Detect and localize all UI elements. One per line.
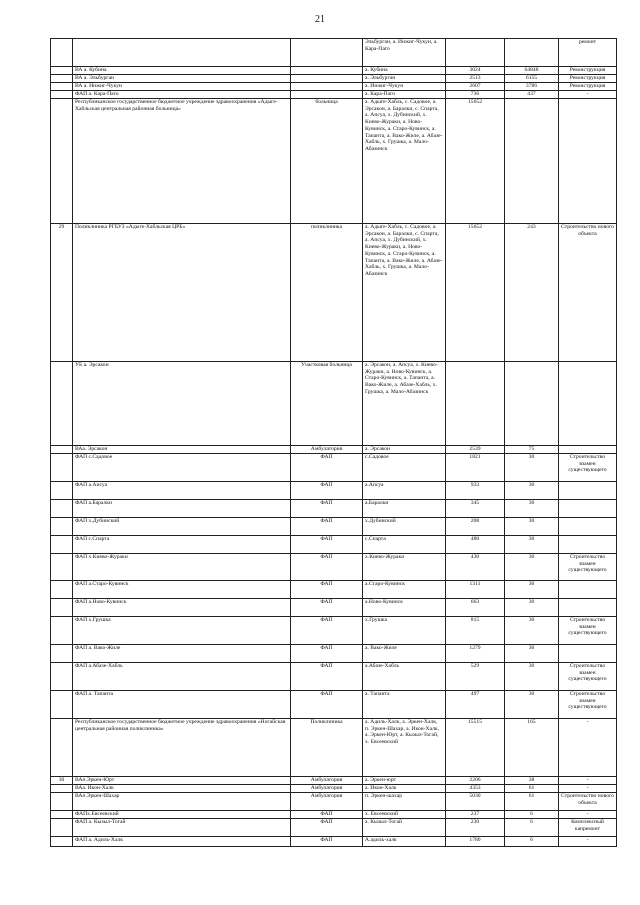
- facility-type-cell: Амбулатория: [291, 446, 363, 454]
- row-number-cell: [51, 837, 73, 847]
- capacity-cell: 30: [505, 645, 559, 663]
- served-population-cell: 15652: [446, 224, 505, 362]
- table-row: [51, 617, 617, 645]
- served-territory-cell: х.Грушка: [363, 617, 446, 645]
- facility-name-cell: ВАп.Эркен-Шахар: [73, 793, 291, 811]
- row-number-cell: [51, 691, 73, 719]
- planned-work-cell: [559, 536, 617, 554]
- facility-name-cell: УБ а. Эрсакон: [73, 362, 291, 446]
- table-row: [51, 91, 617, 99]
- row-number-cell: 30: [51, 777, 73, 785]
- served-territory-cell: а. Эрсакон: [363, 446, 446, 454]
- table-row: [51, 785, 617, 793]
- facility-type-cell: ФАП: [291, 811, 363, 819]
- served-population-cell: [446, 39, 505, 67]
- capacity-cell: 30: [505, 617, 559, 645]
- capacity-cell: [505, 99, 559, 224]
- row-number-cell: [51, 99, 73, 224]
- served-territory-cell: а.Баралки: [363, 500, 446, 518]
- table-row: [51, 482, 617, 500]
- row-number-cell: [51, 75, 73, 83]
- served-territory-cell: а. Инжиг-Чукун: [363, 83, 446, 91]
- planned-work-cell: Комплексный капремонт: [559, 819, 617, 837]
- table-row: [51, 663, 617, 691]
- capacity-cell: 6155: [505, 75, 559, 83]
- capacity-cell: [505, 362, 559, 446]
- capacity-cell: 30: [505, 454, 559, 482]
- row-number-cell: [51, 785, 73, 793]
- table-row: [51, 691, 617, 719]
- facility-type-cell: ФАП: [291, 581, 363, 599]
- table-row: [51, 446, 617, 454]
- planned-work-cell: ремонт: [559, 39, 617, 67]
- capacity-cell: 6: [505, 819, 559, 837]
- planned-work-cell: -: [559, 719, 617, 777]
- facility-type-cell: ФАП: [291, 482, 363, 500]
- served-population-cell: 2539: [446, 446, 505, 454]
- row-number-cell: [51, 793, 73, 811]
- served-population-cell: 237: [446, 811, 505, 819]
- facility-type-cell: ФАП: [291, 837, 363, 847]
- served-population-cell: 1279: [446, 645, 505, 663]
- facility-type-cell: [291, 83, 363, 91]
- planned-work-cell: [559, 645, 617, 663]
- planned-work-cell: Строительство взамен существующего: [559, 663, 617, 691]
- page-number: 21: [315, 14, 325, 25]
- served-territory-cell: х.Дубинский: [363, 518, 446, 536]
- row-number-cell: [51, 39, 73, 67]
- facility-type-cell: ФАП: [291, 663, 363, 691]
- served-population-cell: 208: [446, 518, 505, 536]
- served-territory-cell: а.Старо-Кувинск: [363, 581, 446, 599]
- table-row: [51, 500, 617, 518]
- facilities-table: [50, 38, 617, 847]
- table-row: [51, 536, 617, 554]
- facility-name-cell: Республиканское государственное бюджетное учреждение здравоохранения «Ногайская центральная районная поликлиника»: [73, 719, 291, 777]
- facility-name-cell: ФАП х.Киево-Жураки: [73, 554, 291, 581]
- served-population-cell: 2513: [446, 75, 505, 83]
- served-territory-cell: а. Адыге-Хабль, с. Садовое, а. Эрсакон, а. Баралки, с. Спарта, а. Апсуа, х. Дубинский, х. Киево-Жураки, а. Ново-Кувинск, а. Старо-Кувинск, а. Тапанта, а. Вако-Жиле, а. Абазе-Хабль, х. Грушка, а. Мало-Абазинск: [363, 99, 446, 224]
- facility-type-cell: больница: [291, 99, 363, 224]
- facility-type-cell: ФАП: [291, 617, 363, 645]
- facility-name-cell: ФАП х.Грушка: [73, 617, 291, 645]
- row-number-cell: [51, 454, 73, 482]
- facility-name-cell: ФАП а.Баралки: [73, 500, 291, 518]
- row-number-cell: [51, 719, 73, 777]
- row-number-cell: [51, 482, 73, 500]
- planned-work-cell: [559, 446, 617, 454]
- planned-work-cell: -: [559, 811, 617, 819]
- facility-type-cell: поликлиника: [291, 224, 363, 362]
- facility-type-cell: [291, 39, 363, 67]
- planned-work-cell: Строительство нового объекта: [559, 793, 617, 811]
- planned-work-cell: [559, 482, 617, 500]
- served-territory-cell: а.Апсуа: [363, 482, 446, 500]
- served-population-cell: 529: [446, 663, 505, 691]
- facility-name-cell: ФАП а. Кызыл-Тогай: [73, 819, 291, 837]
- facility-name-cell: ФАП а.Старо-Кувинск: [73, 581, 291, 599]
- row-number-cell: [51, 663, 73, 691]
- row-number-cell: 29: [51, 224, 73, 362]
- facility-type-cell: [291, 67, 363, 75]
- row-number-cell: [51, 599, 73, 617]
- served-territory-cell: х.Киево-Жураки: [363, 554, 446, 581]
- capacity-cell: [505, 39, 559, 67]
- served-territory-cell: с.Спарта: [363, 536, 446, 554]
- facility-type-cell: Амбулатория: [291, 777, 363, 785]
- served-territory-cell: а. Кубина: [363, 67, 446, 75]
- capacity-cell: 61: [505, 785, 559, 793]
- facility-name-cell: ВА а. Эльбурган: [73, 75, 291, 83]
- capacity-cell: 64848: [505, 67, 559, 75]
- table-row: [51, 719, 617, 777]
- planned-work-cell: [559, 581, 617, 599]
- facility-type-cell: ФАП: [291, 454, 363, 482]
- served-territory-cell: а. Эльбурган: [363, 75, 446, 83]
- planned-work-cell: -: [559, 91, 617, 99]
- row-number-cell: [51, 67, 73, 75]
- planned-work-cell: Реконструкция: [559, 75, 617, 83]
- planned-work-cell: -: [559, 777, 617, 785]
- facility-type-cell: [291, 91, 363, 99]
- table-row: [51, 554, 617, 581]
- planned-work-cell: [559, 518, 617, 536]
- planned-work-cell: Реконструкция: [559, 67, 617, 75]
- capacity-cell: 165: [505, 719, 559, 777]
- served-territory-cell: Эльбурган, а. Инжиг-Чукун, а. Кара-Паго: [363, 39, 446, 67]
- served-territory-cell: а. Адыге-Хабль, с. Садовое, а. Эрсакон, а. Баралки, с. Спарта, а. Апсуа, х. Дубинский, х. Киево-Жураки, а. Ново-Кувинск, а. Старо-Кувинск, а. Тапанта, а. Вако-Жиле, а. Абазе-Хабль, х. Грушка, а. Мало-Абазинск: [363, 224, 446, 362]
- facility-name-cell: ФАП а.Ново-Кувинск: [73, 599, 291, 617]
- facility-name-cell: ФАП а. Тапанта: [73, 691, 291, 719]
- facility-type-cell: ФАП: [291, 645, 363, 663]
- served-population-cell: 430: [446, 554, 505, 581]
- row-number-cell: [51, 554, 73, 581]
- served-population-cell: 4353: [446, 785, 505, 793]
- planned-work-cell: -: [559, 837, 617, 847]
- facility-name-cell: ВАп.Эркен-Юрт: [73, 777, 291, 785]
- capacity-cell: 30: [505, 536, 559, 554]
- row-number-cell: [51, 645, 73, 663]
- table-row: [51, 39, 617, 67]
- served-territory-cell: а. Кызыл-Тогай: [363, 819, 446, 837]
- row-number-cell: [51, 819, 73, 837]
- facility-type-cell: Амбулатория: [291, 785, 363, 793]
- served-territory-cell: а. Вако-Жиле: [363, 645, 446, 663]
- row-number-cell: [51, 811, 73, 819]
- planned-work-cell: [559, 599, 617, 617]
- row-number-cell: [51, 446, 73, 454]
- facility-type-cell: ФАП: [291, 536, 363, 554]
- served-population-cell: 2607: [446, 83, 505, 91]
- planned-work-cell: Строительство взамен существующего: [559, 454, 617, 482]
- served-population-cell: 1780: [446, 837, 505, 847]
- facility-name-cell: [73, 39, 291, 67]
- row-number-cell: [51, 362, 73, 446]
- capacity-cell: 30: [505, 554, 559, 581]
- row-number-cell: [51, 536, 73, 554]
- facility-type-cell: ФАП: [291, 691, 363, 719]
- row-number-cell: [51, 518, 73, 536]
- row-number-cell: [51, 617, 73, 645]
- served-territory-cell: х. Евсеевский: [363, 811, 446, 819]
- table-row: [51, 362, 617, 446]
- facility-name-cell: ВА а. Инжиг-Чукун: [73, 83, 291, 91]
- served-territory-cell: а. Эркен-юрт: [363, 777, 446, 785]
- capacity-cell: 6: [505, 837, 559, 847]
- facility-name-cell: ВАа. Эрсакон: [73, 446, 291, 454]
- facility-type-cell: Поликлиника: [291, 719, 363, 777]
- served-territory-cell: А.адиль-халк: [363, 837, 446, 847]
- planned-work-cell: [559, 500, 617, 518]
- facility-name-cell: ФАП с.Садовое: [73, 454, 291, 482]
- facility-name-cell: ФАП х.Дубинский: [73, 518, 291, 536]
- table-row: [51, 819, 617, 837]
- capacity-cell: 61: [505, 793, 559, 811]
- table-row: [51, 645, 617, 663]
- facility-type-cell: ФАП: [291, 819, 363, 837]
- table-row: [51, 224, 617, 362]
- capacity-cell: 30: [505, 482, 559, 500]
- served-population-cell: 497: [446, 691, 505, 719]
- capacity-cell: 30: [505, 599, 559, 617]
- served-territory-cell: с.Садовое: [363, 454, 446, 482]
- row-number-cell: [51, 91, 73, 99]
- capacity-cell: 30: [505, 663, 559, 691]
- facility-name-cell: Республиканское государственное бюджетное учреждение здравоохранения «Адыге-Хабльская центральная районная больница»: [73, 99, 291, 224]
- planned-work-cell: -: [559, 785, 617, 793]
- served-population-cell: 933: [446, 482, 505, 500]
- row-number-cell: [51, 500, 73, 518]
- served-population-cell: 15652: [446, 99, 505, 224]
- capacity-cell: 437: [505, 91, 559, 99]
- facility-name-cell: ФАП а. Вако-Жиле: [73, 645, 291, 663]
- served-population-cell: 5030: [446, 793, 505, 811]
- served-territory-cell: а. Эрсакон, а. Апсуа, х. Киево-Жураки, а. Ново-Кувинск, а. Старо-Кувинск, а. Тапанта, а. Вако-Жиле, а. Абазе-Хабль, х. Грушка, а. Мало-Абазинск: [363, 362, 446, 446]
- served-territory-cell: а. Кара-Паго: [363, 91, 446, 99]
- capacity-cell: 3786: [505, 83, 559, 91]
- served-population-cell: 815: [446, 617, 505, 645]
- facility-name-cell: ФАП а.Апсуа: [73, 482, 291, 500]
- table-row: [51, 75, 617, 83]
- served-population-cell: 1311: [446, 581, 505, 599]
- served-population-cell: [446, 362, 505, 446]
- table-row: [51, 454, 617, 482]
- table-row: [51, 99, 617, 224]
- table-row: [51, 67, 617, 75]
- planned-work-cell: Строительство взамен существующего: [559, 691, 617, 719]
- capacity-cell: 6: [505, 811, 559, 819]
- planned-work-cell: [559, 362, 617, 446]
- table-row: [51, 581, 617, 599]
- served-population-cell: 230: [446, 819, 505, 837]
- row-number-cell: [51, 581, 73, 599]
- facility-type-cell: ФАП: [291, 500, 363, 518]
- row-number-cell: [51, 83, 73, 91]
- facility-type-cell: Участковая больница: [291, 362, 363, 446]
- facility-name-cell: ФАП а. Кара-Паго: [73, 91, 291, 99]
- served-population-cell: 480: [446, 536, 505, 554]
- served-territory-cell: а. Адиль-Халк, а. Эркен-Халк, п. Эркен-Шахар, а. Икон-Халк, а. Эркен-Юрт, а. Кызыл-Тогай, х. Евсеевский: [363, 719, 446, 777]
- planned-work-cell: Строительство взамен существующего: [559, 554, 617, 581]
- served-population-cell: 3024: [446, 67, 505, 75]
- table-row: [51, 837, 617, 847]
- facility-name-cell: ВАа. Икон-Халк: [73, 785, 291, 793]
- capacity-cell: 30: [505, 500, 559, 518]
- served-territory-cell: п. Эркен-шахар: [363, 793, 446, 811]
- facility-name-cell: ФАП а.Абазе-Хабль: [73, 663, 291, 691]
- served-population-cell: 345: [446, 500, 505, 518]
- capacity-cell: 243: [505, 224, 559, 362]
- served-territory-cell: а.Абазе-Хабль: [363, 663, 446, 691]
- table-row: [51, 518, 617, 536]
- planned-work-cell: Реконструкция: [559, 83, 617, 91]
- table-row: [51, 599, 617, 617]
- facility-name-cell: ФАП а. Адиль-Халк: [73, 837, 291, 847]
- served-population-cell: 1821: [446, 454, 505, 482]
- facility-name-cell: ВА а. Кубина: [73, 67, 291, 75]
- capacity-cell: 30: [505, 581, 559, 599]
- table-row: [51, 811, 617, 819]
- served-territory-cell: а.Ново-Кувинск: [363, 599, 446, 617]
- facility-type-cell: Амбулатория: [291, 793, 363, 811]
- capacity-cell: 38: [505, 777, 559, 785]
- facility-name-cell: ФАП с.Спарта: [73, 536, 291, 554]
- planned-work-cell: Строительство взамен существующего: [559, 617, 617, 645]
- served-population-cell: 663: [446, 599, 505, 617]
- facility-type-cell: ФАП: [291, 518, 363, 536]
- capacity-cell: 75: [505, 446, 559, 454]
- facility-name-cell: Поликлиника РГБУЗ «Адыге-Хабльская ЦРБ»: [73, 224, 291, 362]
- table-row: [51, 777, 617, 785]
- table-row: [51, 83, 617, 91]
- capacity-cell: 30: [505, 518, 559, 536]
- served-territory-cell: а. Икон-Халк: [363, 785, 446, 793]
- planned-work-cell: [559, 99, 617, 224]
- served-population-cell: 15515: [446, 719, 505, 777]
- capacity-cell: 30: [505, 691, 559, 719]
- planned-work-cell: Строительство нового объекта: [559, 224, 617, 362]
- facility-name-cell: ФАПх.Евсеевский: [73, 811, 291, 819]
- table-row: [51, 793, 617, 811]
- served-population-cell: 736: [446, 91, 505, 99]
- facility-type-cell: ФАП: [291, 554, 363, 581]
- served-population-cell: 2206: [446, 777, 505, 785]
- facility-type-cell: ФАП: [291, 599, 363, 617]
- facility-type-cell: [291, 75, 363, 83]
- served-territory-cell: а. Тапанта: [363, 691, 446, 719]
